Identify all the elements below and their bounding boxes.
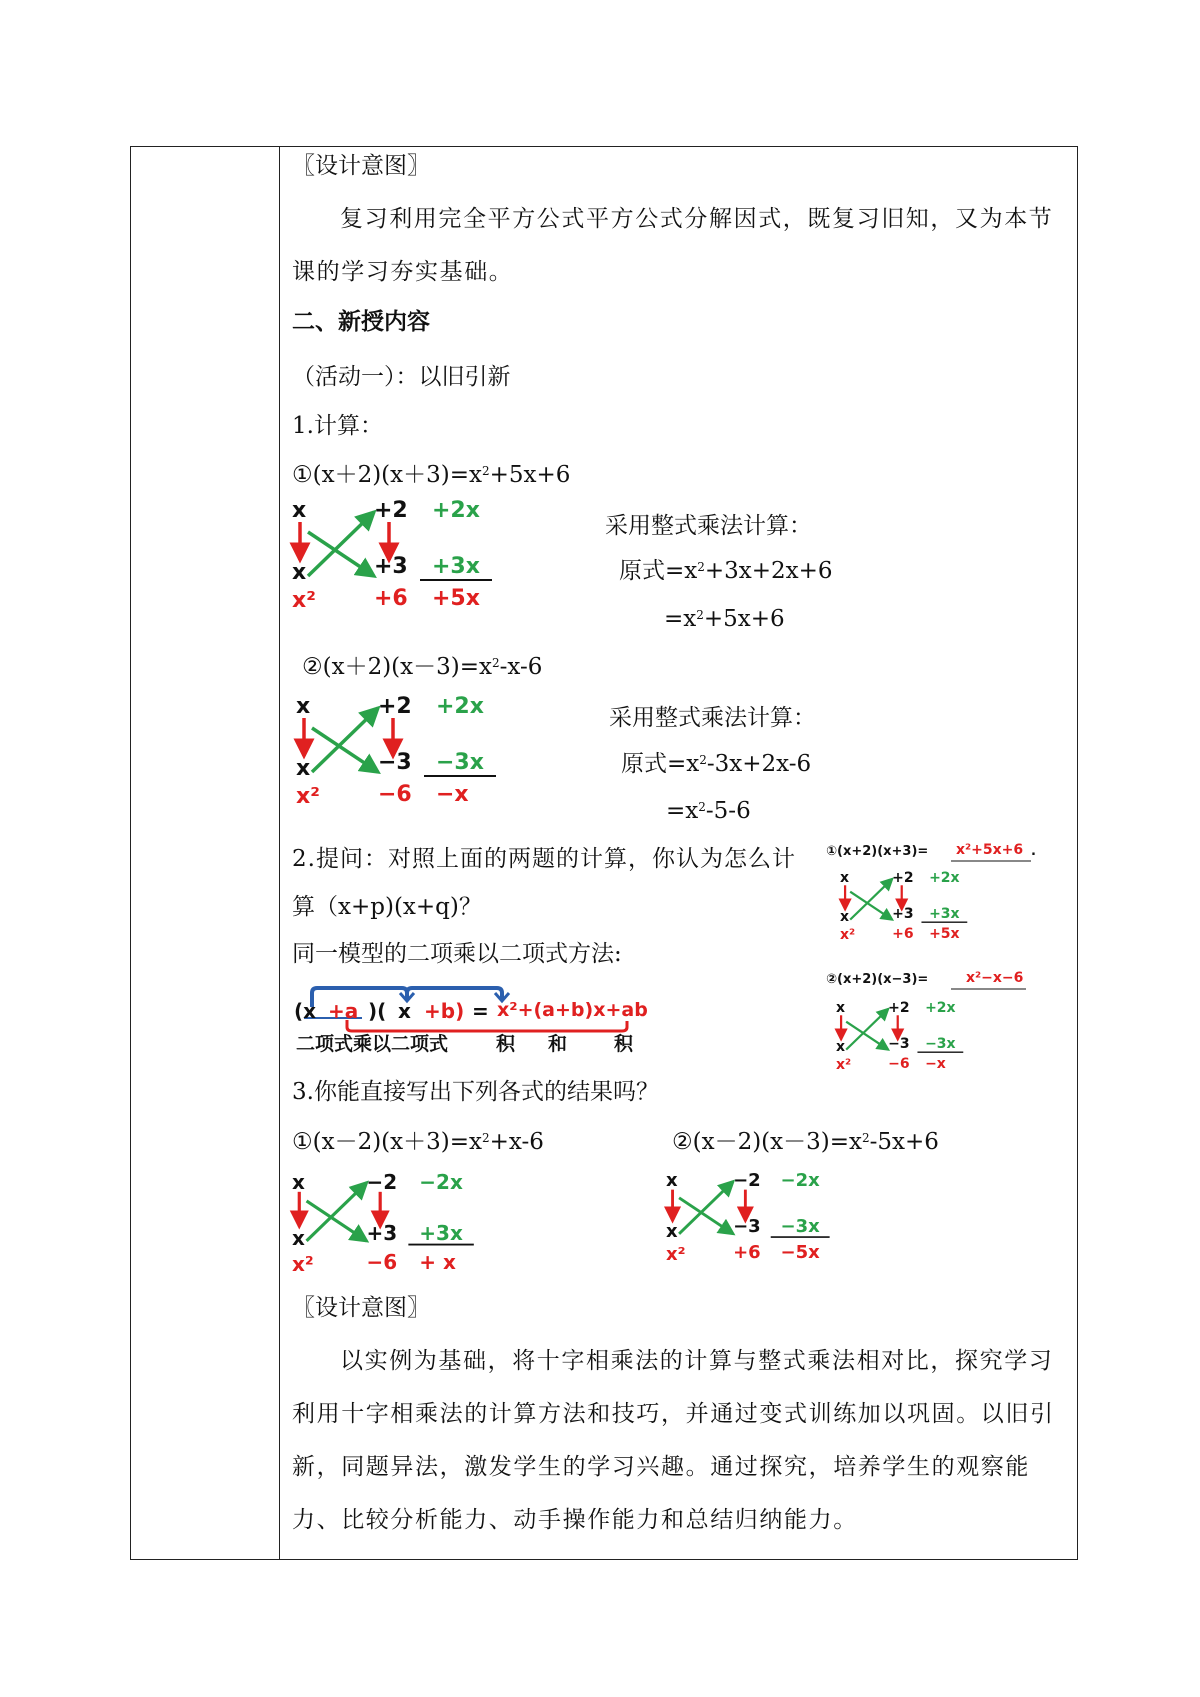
cross-product-top: −2x: [780, 1170, 820, 1191]
method-title: 采用整式乘法计算：: [609, 705, 816, 731]
question-2-line-1: 2.提问：对照上面的两题的计算，你认为怎么计: [292, 846, 796, 872]
term-right-bottom: +3: [374, 554, 408, 579]
product-left: x²: [666, 1243, 686, 1265]
q1-ex1-expression: $①(x+2)(x+3)=x^2+5x+6$: [292, 462, 571, 488]
term-right-top: +2: [888, 1000, 910, 1016]
cross-diagram: [292, 498, 512, 618]
term-right-top: −2: [733, 1170, 761, 1191]
product-right: −6: [366, 1250, 398, 1274]
cross-arrow-down: [846, 1022, 888, 1050]
term-right-bottom: +3: [892, 905, 914, 922]
cross-diagram: [840, 870, 1000, 960]
cross-arrow-down: [308, 532, 374, 576]
term-right-top: +2: [892, 870, 914, 886]
side-example-2-answer: x²−x−6: [966, 970, 1024, 986]
formula-word-product: 积: [496, 1033, 516, 1055]
side-example-1-underline: [826, 844, 1066, 868]
term-right-top: +2: [374, 498, 408, 523]
table-column-divider: [279, 146, 280, 1560]
design-intent-heading: 〖设计意图〗: [292, 153, 430, 179]
side-example-1-dot: .: [1031, 844, 1036, 859]
formula-caption: 二项式乘以二项式: [296, 1033, 449, 1055]
question-2-line-2: 算（x+p)(x+q)？: [292, 894, 482, 920]
term-right-bottom: +3: [366, 1220, 398, 1245]
formula-word-product-2: 积: [614, 1033, 634, 1055]
product-right: −6: [888, 1056, 910, 1072]
product-right: +6: [733, 1242, 761, 1263]
cross-product-bottom: −3x: [780, 1215, 820, 1237]
side-example-1-header: [826, 844, 1066, 868]
cross-diagram: [292, 1170, 512, 1290]
method-line-2: $=x^2-5-6$: [666, 798, 751, 824]
term-right-bottom: −3: [888, 1035, 910, 1052]
cross-product-bottom: −3x: [925, 1035, 956, 1052]
product-left: x²: [296, 784, 320, 809]
term-left-bottom: x: [296, 756, 311, 781]
cross-sum: +5x: [432, 586, 480, 611]
formula-equals: =: [472, 999, 489, 1023]
cross-sum: −5x: [780, 1242, 820, 1263]
question-3-title: 3.你能直接写出下列各式的结果吗？: [292, 1079, 659, 1105]
cross-product-top: +2x: [929, 870, 960, 886]
q3-ex1-expression: $①(x-2)(x+3)=x^2+x-6$: [292, 1129, 544, 1155]
product-right: −6: [378, 782, 412, 807]
formula-open: (x: [294, 999, 317, 1023]
cross-sum: −x: [925, 1056, 946, 1072]
cross-product-bottom: +3x: [929, 905, 960, 922]
term-left-bottom: x: [292, 560, 307, 585]
formula-x: x: [398, 999, 411, 1023]
side-example-1-answer: x²+5x+6: [956, 842, 1024, 858]
product-right: +6: [892, 926, 914, 942]
cross-product-bottom: +3x: [432, 554, 480, 579]
formula-middle: )(: [368, 999, 387, 1023]
side-example-2-prefix: ②(x+2)(x−3)=: [826, 972, 929, 987]
design-intent-paragraph: 复习利用完全平方公式平方公式分解因式，既复习旧知，又为本节课的学习夯实基础。: [292, 206, 1054, 285]
model-title: 同一模型的二项乘以二项式方法:: [292, 941, 622, 967]
term-left-top: x: [840, 870, 850, 886]
product-left: x²: [840, 927, 856, 944]
q3-ex2-expression: $②(x-2)(x-3)=x^2-5x+6$: [672, 1129, 939, 1155]
cross-arrow-up: [307, 1183, 367, 1241]
cross-arrow-down: [307, 1201, 367, 1241]
method-line-1: 原式$=x^2-3x+2x-6$: [621, 751, 812, 777]
binomial-formula-diagram: [292, 985, 652, 1055]
formula-result: x²+(a+b)x+ab: [497, 999, 648, 1021]
design-intent-heading: 〖设计意图〗: [292, 1295, 430, 1321]
cross-arrow-down: [312, 728, 378, 772]
cross-sum: −x: [436, 782, 469, 807]
cross-product-bottom: −3x: [436, 750, 484, 775]
product-right: +6: [374, 586, 408, 611]
formula-term-b: +b): [424, 999, 465, 1023]
term-right-top: +2: [378, 694, 412, 719]
cross-product-top: −2x: [419, 1170, 463, 1194]
formula-term-a: +a: [328, 999, 359, 1023]
cross-arrow-down: [679, 1198, 733, 1234]
term-left-bottom: x: [836, 1039, 846, 1056]
cross-diagram: [836, 1000, 996, 1090]
cross-arrow-up: [679, 1181, 733, 1233]
design-intent-paragraph: 以实例为基础，将十字相乘法的计算与整式乘法相对比，探究学习利用十字相乘法的计算方法和技巧，并通过变式训练加以巩固。以旧引新，同题异法，激发学生的学习兴趣。通过探究，培养学生的观察能力、比较分析能力、动手操作能力和总结归纳能力。: [292, 1348, 1055, 1533]
term-left-bottom: x: [840, 909, 850, 926]
method-title: 采用整式乘法计算：: [605, 513, 812, 539]
term-left-top: x: [836, 1000, 846, 1016]
term-right-bottom: −3: [733, 1215, 761, 1237]
cross-diagram: [296, 694, 516, 819]
method-line-2: $=x^2+5x+6$: [664, 606, 785, 632]
cross-sum: +5x: [929, 926, 960, 942]
method-line-1: 原式$=x^2+3x+2x+6$: [619, 558, 833, 584]
term-right-bottom: −3: [378, 750, 412, 775]
term-left-bottom: x: [292, 1226, 305, 1251]
formula-word-sum: 和: [548, 1033, 568, 1055]
cross-product-bottom: +3x: [419, 1220, 463, 1245]
question-1-label: 1.计算：: [292, 413, 383, 439]
cross-arrow-down: [850, 892, 892, 920]
q1-ex2-expression: $②(x+2)(x-3)=x^2-x-6$: [302, 654, 543, 680]
side-example-2-underline: [826, 972, 1066, 996]
product-left: x²: [836, 1057, 852, 1074]
cross-product-top: +2x: [436, 694, 484, 719]
term-left-top: x: [296, 694, 311, 719]
side-example-2-header: [826, 972, 1066, 996]
product-left: x²: [292, 588, 316, 613]
cross-product-top: +2x: [432, 498, 480, 523]
cross-product-top: +2x: [925, 1000, 956, 1016]
term-right-top: −2: [366, 1170, 398, 1194]
section-title: 二、新授内容: [292, 309, 430, 335]
cross-arrow-up: [850, 879, 892, 920]
side-example-1-prefix: ①(x+2)(x+3)=: [826, 844, 929, 859]
term-left-top: x: [666, 1170, 678, 1191]
cross-arrow-up: [846, 1009, 888, 1050]
term-left-bottom: x: [666, 1220, 678, 1242]
cross-sum: + x: [419, 1250, 456, 1274]
activity-title: （活动一）：以旧引新: [292, 364, 511, 390]
term-left-top: x: [292, 1170, 305, 1194]
cross-arrow-up: [312, 708, 378, 772]
product-left: x²: [292, 1251, 314, 1276]
cross-arrow-up: [308, 512, 374, 576]
term-left-top: x: [292, 498, 307, 523]
cross-diagram: [666, 1170, 866, 1280]
